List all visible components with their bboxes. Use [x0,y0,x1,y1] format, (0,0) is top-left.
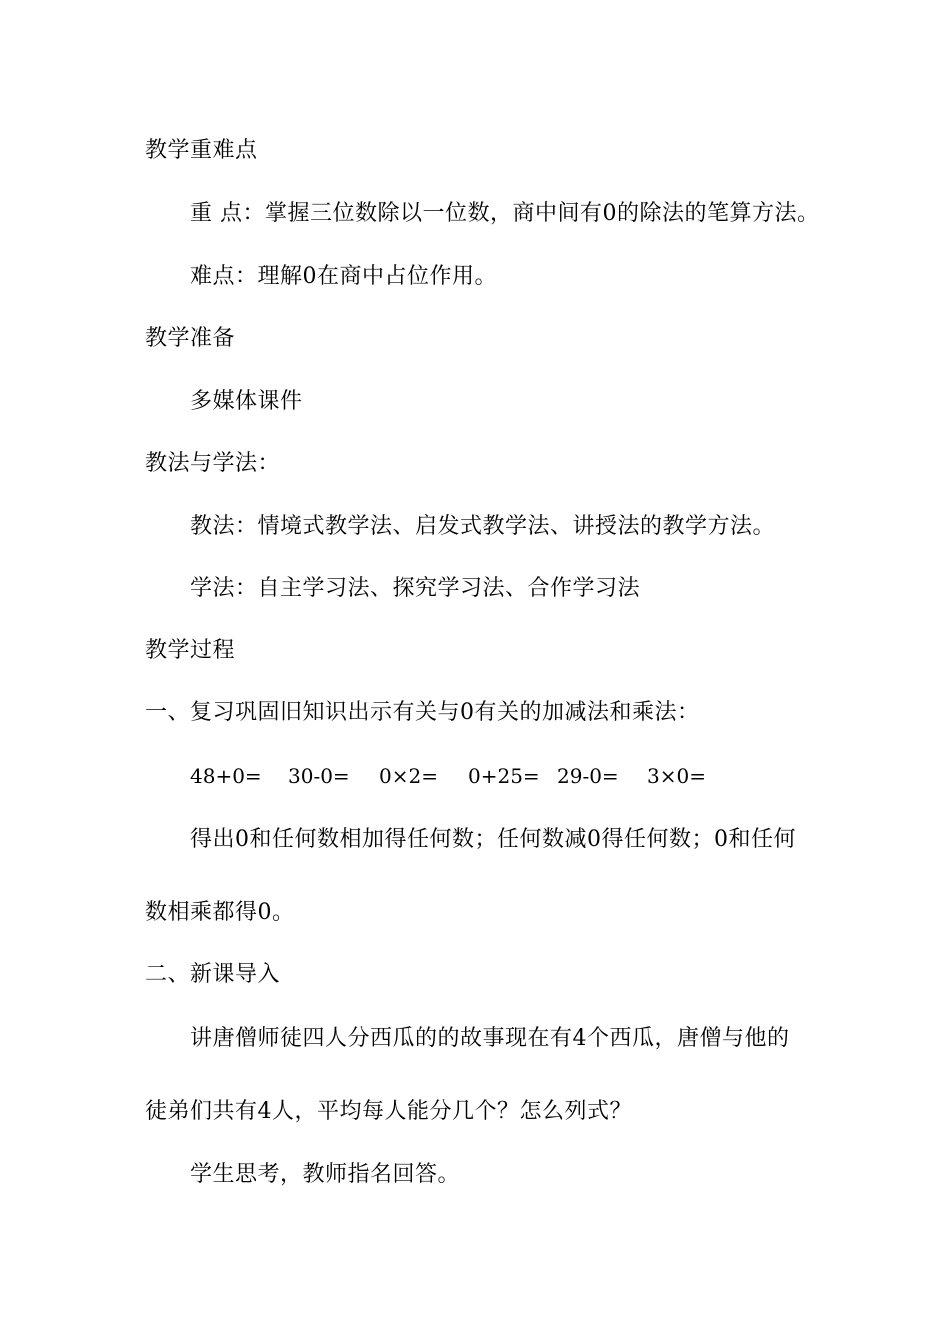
conclusion-text-continued: 数相乘都得0。 [145,900,295,925]
preparation-text: 多媒体课件 [190,389,303,414]
preparation-heading: 教学准备 [145,326,236,351]
learning-method-text: 学法：自主学习法、探究学习法、合作学习法 [190,576,641,601]
section2-heading: 二、新课导入 [145,962,281,987]
student-activity-text: 学生思考，教师指名回答。 [190,1162,461,1187]
equation: 48+0= [190,764,262,788]
key-point-text: 重 点：掌握三位数除以一位数，商中间有0的除法的笔算方法。 [190,201,820,226]
equation: 3×0= [647,764,706,788]
section1-heading: 一、复习巩固旧知识出示有关与0有关的加减法和乘法： [145,700,700,725]
process-heading: 教学过程 [145,638,236,663]
teaching-method-text: 教法：情境式教学法、启发式教学法、讲授法的教学方法。 [190,514,776,539]
equation: 0×2= [379,764,438,788]
equation: 0+25= [468,764,540,788]
methods-heading: 教法与学法： [145,451,281,476]
difficulty-text: 难点：理解0在商中占位作用。 [190,264,497,289]
equation: 29-0= [557,764,619,788]
story-text: 讲唐僧师徒四人分西瓜的的故事现在有4个西瓜，唐僧与他的 [190,1026,790,1051]
equation-row [0,761,950,791]
story-text-continued: 徒弟们共有4人，平均每人能分几个？怎么列式？ [145,1099,632,1124]
equation: 30-0= [288,764,350,788]
conclusion-text: 得出0和任何数相加得任何数；任何数减0得任何数；0和任何 [190,827,796,852]
key-points-heading: 教学重难点 [145,138,258,163]
